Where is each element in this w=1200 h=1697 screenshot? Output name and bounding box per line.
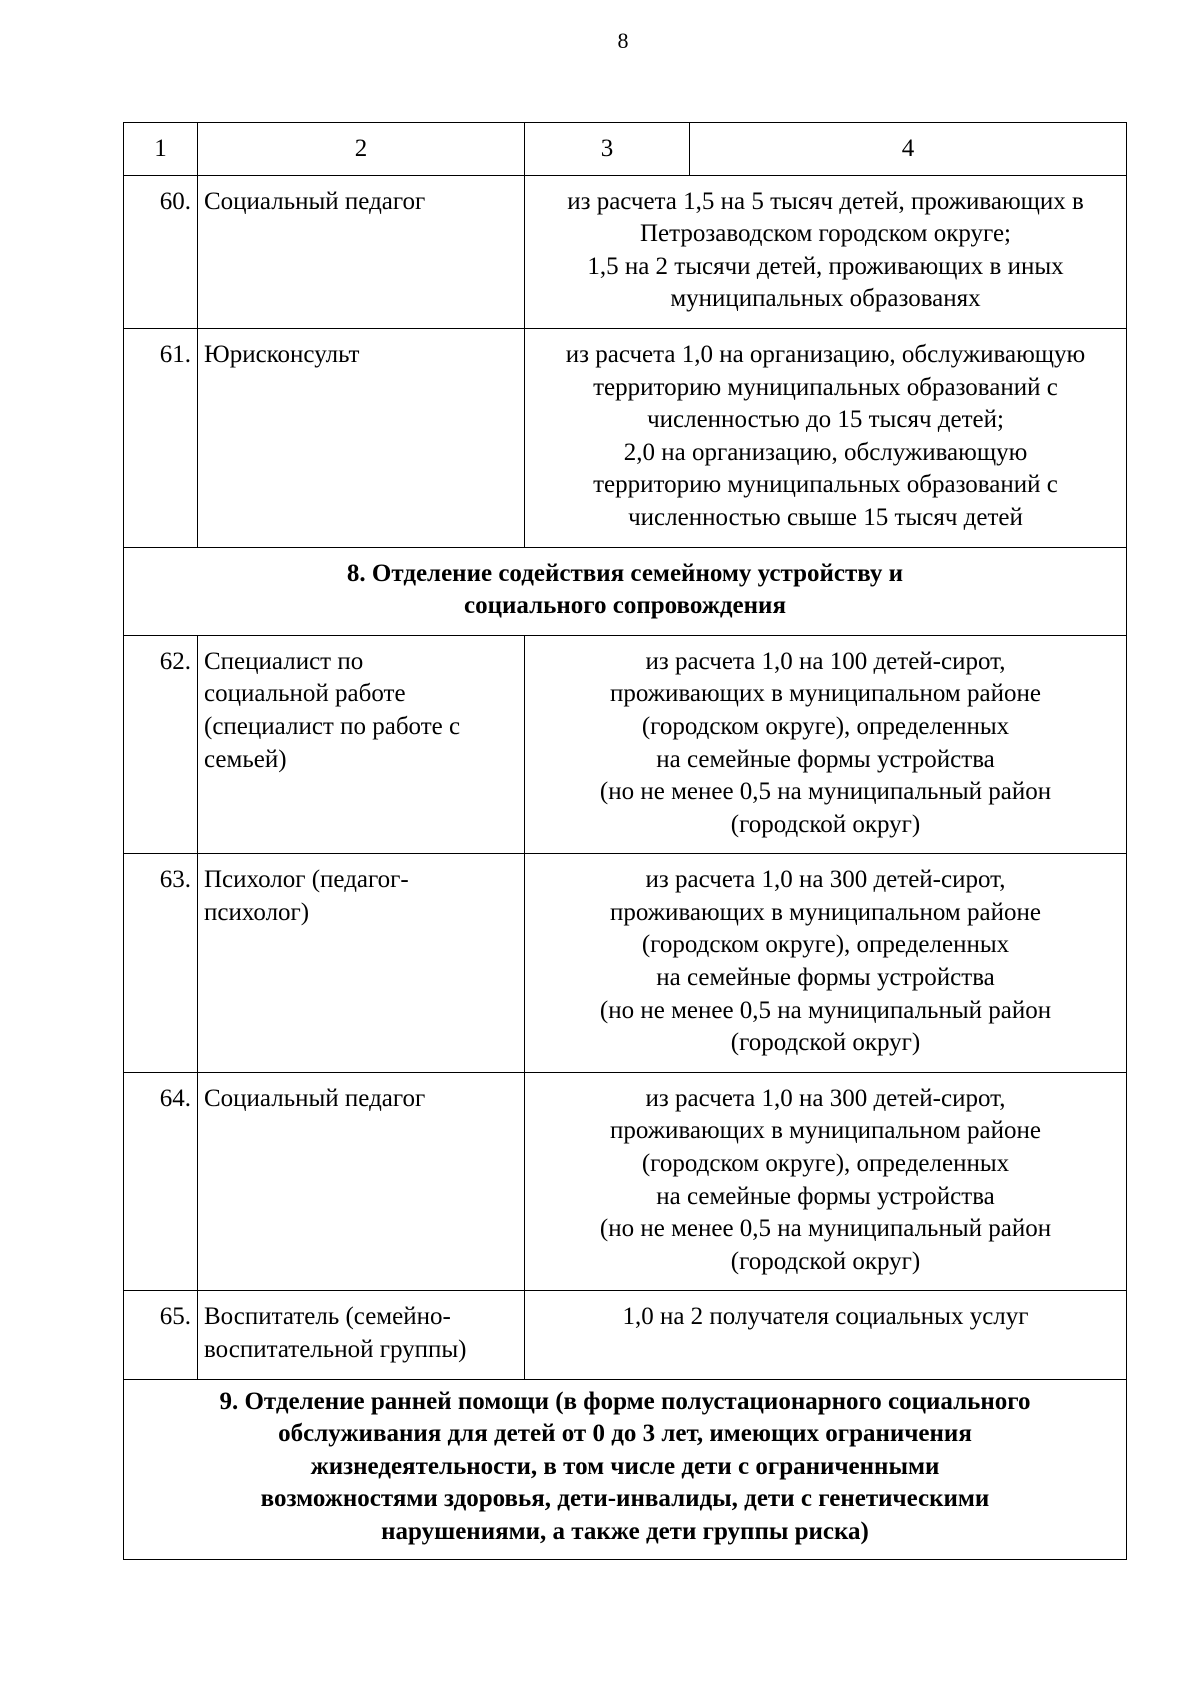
row-number: 60. [124, 175, 198, 328]
row-number: 61. [124, 328, 198, 547]
row-number: 64. [124, 1072, 198, 1291]
table-row [124, 328, 1127, 547]
staffing-norms-table [123, 122, 1127, 1560]
staffing-norm: из расчета 1,5 на 5 тысяч детей, проживающих в Петрозаводском городском округе; 1,5 на 2 тысячи детей, проживающих в иных муниципальных образованях [525, 175, 1127, 328]
position-name: Воспитатель (семейно- воспитательной группы) [198, 1291, 525, 1379]
row-number: 62. [124, 635, 198, 854]
staffing-norm: 1,0 на 2 получателя социальных услуг [525, 1291, 1127, 1379]
page-number: 8 [617, 28, 629, 53]
header-cell: 3 [525, 123, 690, 176]
staffing-norm: из расчета 1,0 на 100 детей-сирот, проживающих в муниципальном районе (городском округе), определенных на семейные формы устройства (но не менее 0,5 на муниципальный район (городской округ) [525, 635, 1127, 854]
header-cell: 2 [198, 123, 525, 176]
section-row [124, 547, 1127, 635]
header-cell: 1 [124, 123, 198, 176]
table-header-row [124, 123, 1127, 176]
section-heading: 9. Отделение ранней помощи (в форме полустационарного социального обслуживания для детей от 0 до 3 лет, имеющих ограничения жизнедеятельности, в том числе дети с ограниченными возможностями здоровья, дети-инвалиды, дети с генетическими нарушениями, а также дети группы риска) [124, 1379, 1127, 1559]
position-name: Юрисконсульт [198, 328, 525, 547]
position-name: Специалист по социальной работе (специалист по работе с семьей) [198, 635, 525, 854]
position-name: Социальный педагог [198, 175, 525, 328]
position-name: Психолог (педагог- психолог) [198, 854, 525, 1073]
staffing-norm: из расчета 1,0 на 300 детей-сирот, проживающих в муниципальном районе (городском округе), определенных на семейные формы устройства (но не менее 0,5 на муниципальный район (городской округ) [525, 1072, 1127, 1291]
header-cell: 4 [690, 123, 1127, 176]
table-row [124, 175, 1127, 328]
table-row [124, 635, 1127, 854]
table-row [124, 854, 1127, 1073]
section-heading: 8. Отделение содействия семейному устройству и социального сопровождения [124, 547, 1127, 635]
table-row [124, 1291, 1127, 1379]
position-name: Социальный педагог [198, 1072, 525, 1291]
section-row [124, 1379, 1127, 1559]
row-number: 65. [124, 1291, 198, 1379]
staffing-norm: из расчета 1,0 на организацию, обслуживающую территорию муниципальных образований с численностью до 15 тысяч детей; 2,0 на организацию, обслуживающую территорию муниципальных образований с численностью свыше 15 тысяч детей [525, 328, 1127, 547]
table-row [124, 1072, 1127, 1291]
row-number: 63. [124, 854, 198, 1073]
staffing-norm: из расчета 1,0 на 300 детей-сирот, проживающих в муниципальном районе (городском округе), определенных на семейные формы устройства (но не менее 0,5 на муниципальный район (городской округ) [525, 854, 1127, 1073]
